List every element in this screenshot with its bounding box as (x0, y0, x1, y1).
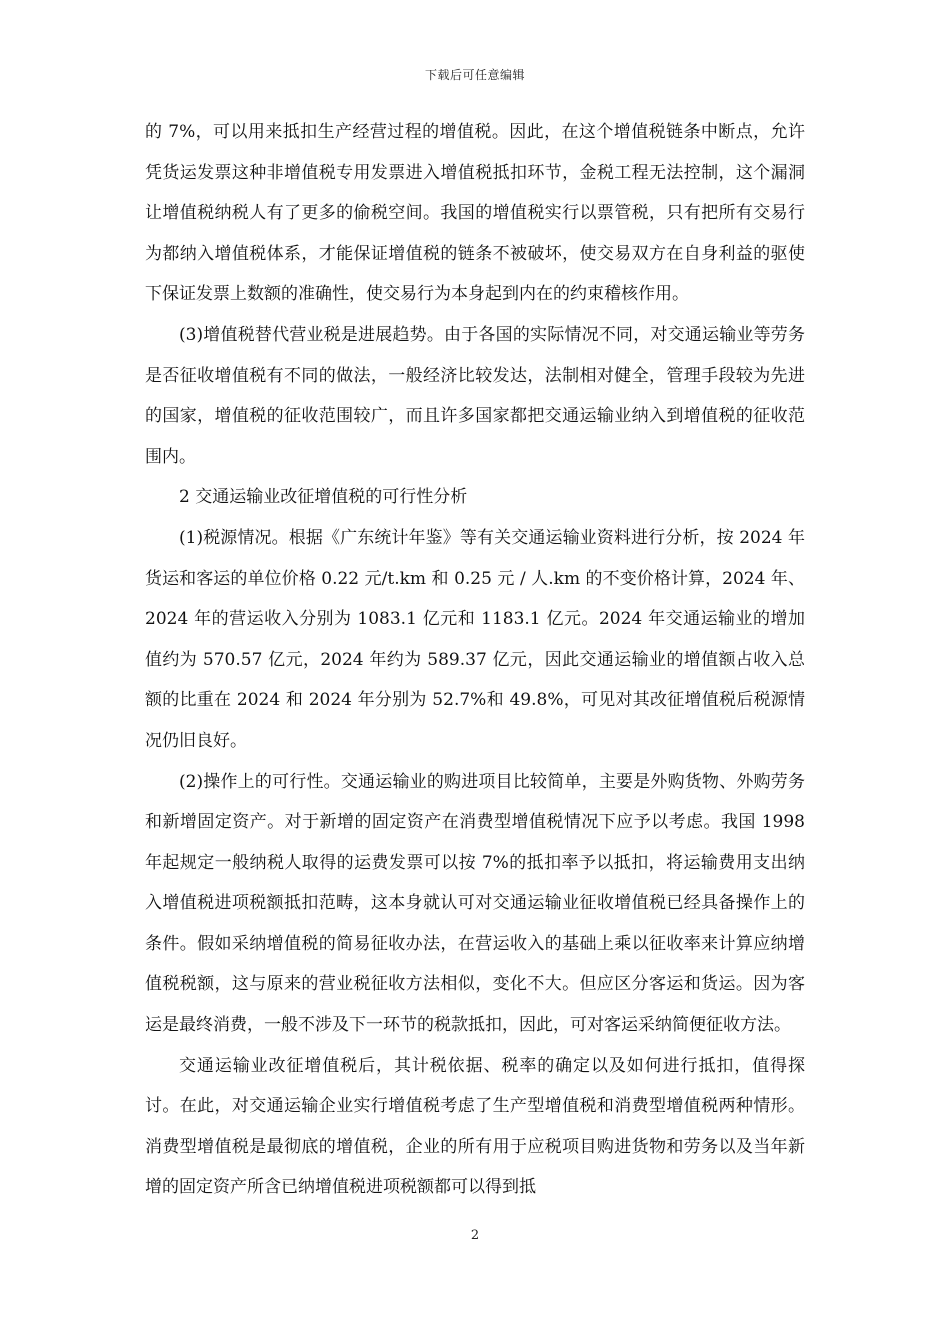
page-number: 2 (470, 1228, 480, 1243)
paragraph-continuation: 的 7%，可以用来抵扣生产经营过程的增值税。因此，在这个增值税链条中断点，允许凭货运发票这种非增值税专用发票进入增值税抵扣环节，金税工程无法控制，这个漏洞让增值税纳税人有了更多的偷税空间。我国的增值税实行以票管税，只有把所有交易行为都纳入增值税体系，才能保证增值税的链条不被破坏，使交易双方在自身利益的驱使下保证发票上数额的准确性，使交易行为本身起到内在的约束稽核作用。 (145, 122, 805, 305)
section-heading-feasibility: 2 交通运输业改征增值税的可行性分析 (179, 487, 468, 508)
paragraph-tax-basis: 交通运输业改征增值税后，其计税依据、税率的确定以及如何进行抵扣，值得探讨。在此，对交通运输企业实行增值税考虑了生产型增值税和消费型增值税两种情形。消费型增值税是最彻底的增值税，企业的所有用于应税项目购进货物和劳务以及当年新增的固定资产所含已纳增值税进项税额都可以得到抵 (145, 1055, 805, 1198)
page-header: 下载后可任意编辑 (424, 68, 525, 82)
paragraph-tax-source: (1)税源情况。根据《广东统计年鉴》等有关交通运输业资料进行分析，按 2024 年货运和客运的单位价格 0.22 元/t.km 和 0.25 元 / 人.km 的不变价格计算，2024 年、2024 年的营运收入分别为 1083.1 亿元和 1183.1 亿元。2024 年交通运输业的增加值约为 570.57 亿元，2024 年约为 589.37 亿元，因此交通运输业的增值额占收入总额的比重在 2024 和 2024 年分别为 52.7%和 49.8%，可见对其改征增值税后税源情况仍旧良好。 (145, 527, 805, 751)
paragraph-operational-feasibility: (2)操作上的可行性。交通运输业的购进项目比较简单，主要是外购货物、外购劳务和新增固定资产。对于新增的固定资产在消费型增值税情况下应予以考虑。我国 1998 年起规定一般纳税人取得的运费发票可以按 7%的抵扣率予以抵扣，将运输费用支出纳入增值税进项税额抵扣范畴，这本身就认可对交通运输业征收增值税已经具备操作上的条件。假如采纳增值税的简易征收办法，在营运收入的基础上乘以征收率来计算应纳增值税税额，这与原来的营业税征收方法相似，变化不大。但应区分客运和货运。因为客运是最终消费，一般不涉及下一环节的税款抵扣，因此，可对客运采纳简便征收方法。 (145, 771, 805, 1036)
paragraph-vat-replacement-trend: (3)增值税替代营业税是进展趋势。由于各国的实际情况不同，对交通运输业等劳务是否征收增值税有不同的做法，一般经济比较发达，法制相对健全，管理手段较为先进的国家，增值税的征收范围较广，而且许多国家都把交通运输业纳入到增值税的征收范围内。 (145, 324, 805, 467)
document-body (145, 112, 805, 1208)
